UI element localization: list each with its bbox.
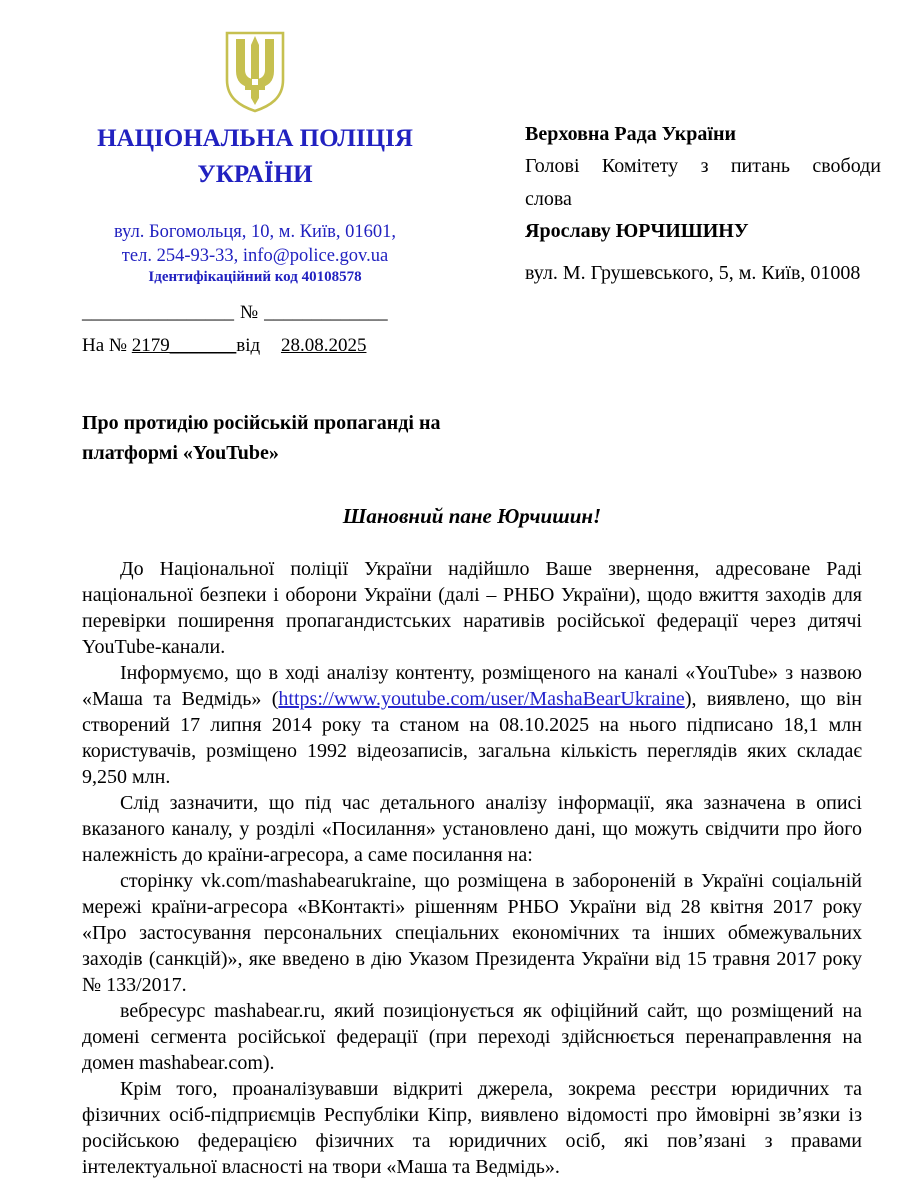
recipient-title-line2: слова <box>525 187 572 210</box>
paragraph-channel-info <box>82 660 862 790</box>
youtube-channel-link[interactable]: https://www.youtube.com/user/MashaBearUkraine <box>278 688 685 710</box>
reference-reply-number: 2179_______ <box>131 335 237 357</box>
reference-blank-left: ________________ <box>82 302 234 323</box>
ukraine-trident-emblem-icon <box>219 30 291 114</box>
recipient-address: вул. М. Грушевського, 5, м. Київ, 01008 <box>525 261 861 284</box>
reference-outgoing-line <box>82 296 388 329</box>
reference-incoming-line <box>82 329 388 362</box>
subject-line: Про протидію російській пропаганді на платформі «YouTube» <box>82 412 441 464</box>
org-name-line2: УКРАЇНИ <box>197 161 313 189</box>
recipient-org: Верховна Рада України <box>525 123 737 145</box>
org-id-code: Ідентифікаційний код 40108578 <box>148 269 362 286</box>
reference-reply-prefix: На № <box>82 335 128 357</box>
org-name-line1: НАЦІОНАЛЬНА ПОЛІЦІЯ <box>97 125 413 152</box>
letterhead <box>78 30 432 286</box>
paragraph-vk-page: сторінку vk.com/mashabearukraine, що розміщена в забороненій в Україні соціальній мережі країни-агресора «ВКонтакті» рішенням РНБО України від 28 квітня 2017 року «Про застосування персональних спеціальних економічних та інших обмежувальних заходів (санкцій)», яке введено в дію Указом Президента України від 15 травня 2017 року № 133/2017. <box>82 870 862 996</box>
paragraph-intro: До Національної поліції України надійшло Ваше звернення, адресоване Раді національної безпеки і оборони України (далі – РНБО України), щодо вжиття заходів для перевірки поширення пропагандистських наративів російської федерації через дитячі YouTube-канали. <box>82 558 862 658</box>
paragraph-channel-post: ), виявлено, що він створений 17 липня 2014 року та станом на 08.10.2025 на нього підписано 18,1 млн користувачів, розміщено 1992 відеозаписів, загальна кількість переглядів яких складає 9,250 млн. <box>82 688 862 788</box>
paragraph-webresource: вебресурс mashabear.ru, який позиціонується як офіційний сайт, що розміщений на домені сегмента російської федерації (при переході здійснюється перенаправлення на домен mashabear.com). <box>82 1000 862 1074</box>
reference-number-sign: № <box>240 302 259 323</box>
paragraph-channel-pre: Інформуємо, що в ході аналізу контенту, розміщеного на каналі «YouTube» з назвою «Маша та Ведмідь» ( <box>82 662 862 710</box>
org-address-line1: вул. Богомольця, 10, м. Київ, 01601, <box>114 221 396 242</box>
recipient-title-line1: Голові Комітету з питань свободи <box>525 155 881 178</box>
recipient-block <box>525 118 881 289</box>
paragraph-analysis: Слід зазначити, що під час детального аналізу інформації, яка зазначена в описі вказаного каналу, у розділі «Посилання» установлено дані, що можуть свідчити про його належність до країни-агресора, а саме посилання на: <box>82 792 862 866</box>
recipient-name: Ярославу ЮРЧИШИНУ <box>525 220 749 243</box>
paragraph-registries: Крім того, проаналізувавши відкриті джерела, зокрема реєстри юридичних та фізичних осіб-підприємців Республіки Кіпр, виявлено відомості про ймовірні зв’язки із російською федерацією фізичних та юридичних осіб, які пов’язані з правами інтелектуальної власності на твори «Маша та Ведмідь». <box>82 1078 862 1178</box>
letter-body <box>82 556 862 1180</box>
reference-blank-right: _____________ <box>264 302 388 323</box>
org-name <box>78 121 432 194</box>
reference-block <box>82 296 388 362</box>
salutation: Шановний пане Юрчишин! <box>342 504 602 528</box>
reference-reply-vid: від <box>236 335 261 357</box>
org-address <box>78 220 432 269</box>
org-address-line2: тел. 254-93-33, info@police.gov.ua <box>121 245 389 266</box>
reference-reply-date: 28.08.2025 <box>280 335 367 357</box>
